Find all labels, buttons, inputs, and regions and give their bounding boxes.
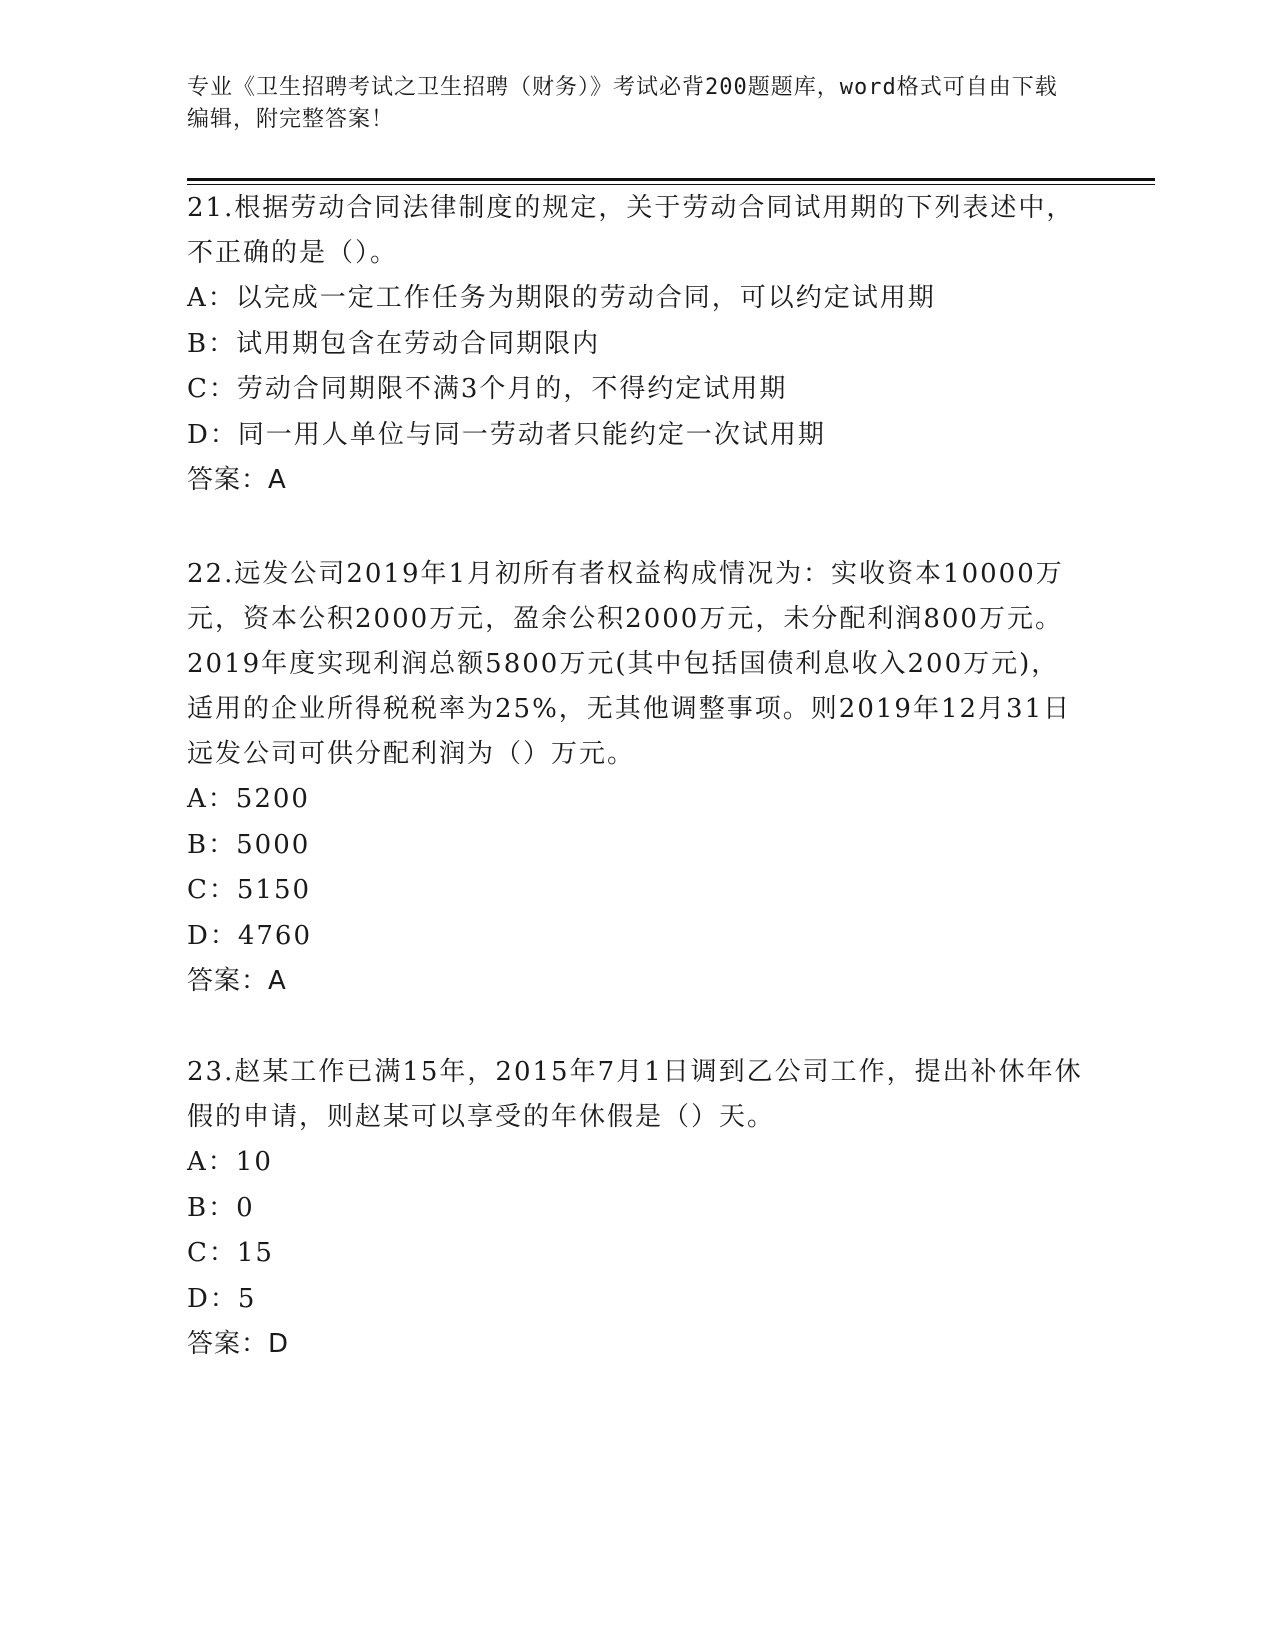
question-23 <box>187 1050 1087 1367</box>
question-text: 22.远发公司2019年1月初所有者权益构成情况为：实收资本10000万元，资本公积2000万元，盈余公积2000万元，未分配利润800万元。2019年度实现利润总额5800万元(其中包括国债利息收入200万元)，适用的企业所得税税率为25%，无其他调整事项。则2019年12月31日远发公司可供分配利润为（）万元。 <box>187 559 1072 769</box>
option-b: B：0 <box>187 1192 255 1223</box>
answer-line: 答案：D <box>187 1329 290 1359</box>
question-21 <box>187 186 1087 503</box>
answer-line: 答案：A <box>187 465 287 495</box>
option-a: A：10 <box>187 1147 273 1177</box>
option-c: C：15 <box>187 1238 274 1268</box>
option-a: A：5200 <box>187 784 310 814</box>
header-divider-thin <box>187 184 1155 185</box>
question-text: 23.赵某工作已满15年，2015年7月1日调到乙公司工作，提出补休年休假的申请，则赵某可以享受的年休假是（）天。 <box>187 1057 1083 1132</box>
option-b: B：试用期包含在劳动合同期限内 <box>187 328 601 359</box>
question-text: 21.根据劳动合同法律制度的规定，关于劳动合同试用期的下列表述中，不正确的是（）。 <box>187 193 1075 268</box>
question-22 <box>187 552 1087 1004</box>
option-c: C：5150 <box>187 875 312 905</box>
option-a: A：以完成一定工作任务为期限的劳动合同，可以约定试用期 <box>187 283 936 313</box>
option-c: C：劳动合同期限不满3个月的，不得约定试用期 <box>187 374 788 404</box>
option-d: D：同一用人单位与同一劳动者只能约定一次试用期 <box>187 419 826 450</box>
option-d: D：5 <box>187 1283 257 1314</box>
document-header: 专业《卫生招聘考试之卫生招聘（财务）》考试必背200题题库，word格式可自由下载编辑，附完整答案！ <box>187 75 1058 132</box>
answer-line: 答案：A <box>187 966 287 996</box>
option-d: D：4760 <box>187 920 313 951</box>
header-divider-thick <box>187 178 1155 181</box>
option-b: B：5000 <box>187 829 311 860</box>
